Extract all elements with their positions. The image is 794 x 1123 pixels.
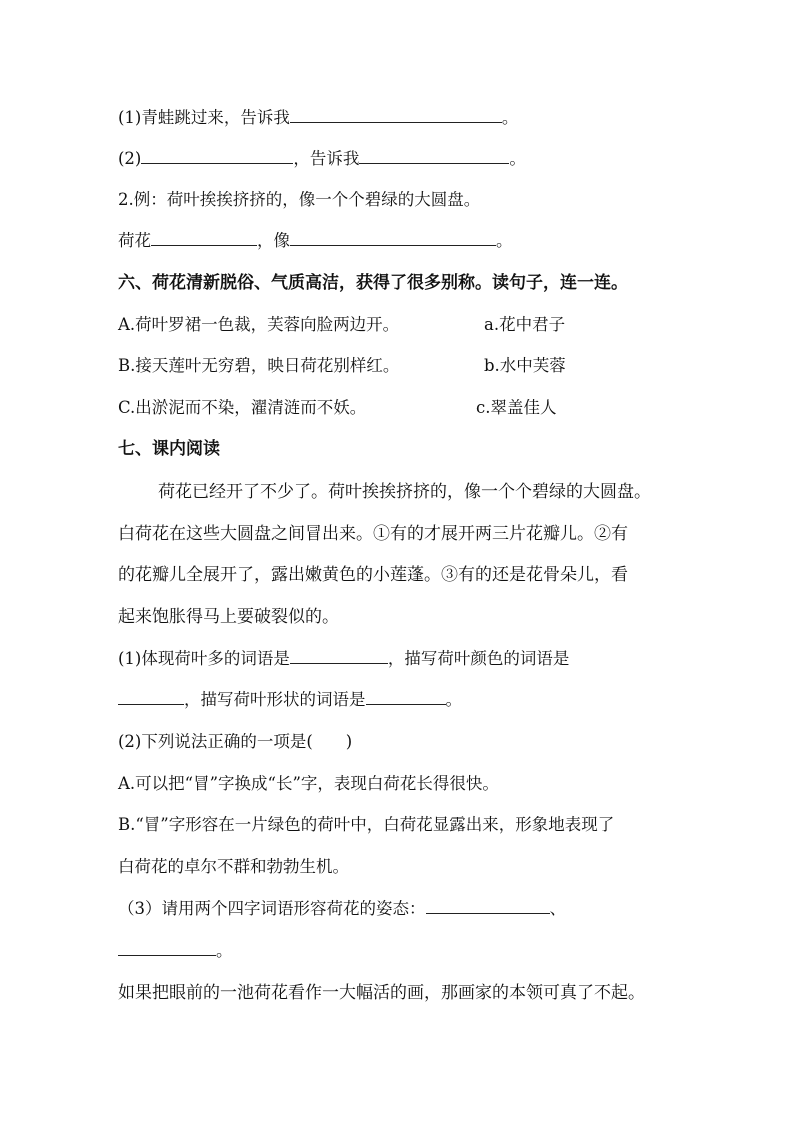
match-right-a[interactable]: a.花中君子: [484, 315, 566, 334]
match-left-a[interactable]: A.荷叶罗裙一色裁，芙蓉向脸两边开。: [118, 315, 400, 334]
q5-line-4-mid: ，像: [257, 231, 290, 250]
answer-blank[interactable]: [151, 230, 257, 246]
q5-line-2-end: 。: [509, 149, 526, 168]
answer-blank[interactable]: [290, 107, 502, 123]
q5-line-4-end: 。: [496, 231, 513, 250]
q5-line-1-end: 。: [501, 108, 519, 127]
answer-blank[interactable]: [118, 689, 184, 705]
answer-blank[interactable]: [141, 148, 293, 164]
answer-blank[interactable]: [426, 898, 550, 914]
question-3-line-2: [118, 940, 233, 962]
match-right-c[interactable]: c.翠盖佳人: [476, 398, 557, 417]
answer-blank[interactable]: [366, 689, 446, 705]
q5-line-4-text: 荷花: [118, 231, 151, 250]
question-3-line-1: [118, 898, 566, 920]
q5-example: 2.例：荷叶挨挨挤挤的，像一个个碧绿的大圆盘。: [118, 190, 481, 209]
answer-blank[interactable]: [359, 148, 509, 164]
question-1-mid: ，描写荷叶颜色的词语是: [387, 649, 570, 668]
question-2: (2)下列说法正确的一项是( ): [118, 732, 353, 751]
q5-line-2-mid: ，告诉我: [293, 149, 360, 168]
answer-blank[interactable]: [118, 940, 216, 956]
passage-line-3: 的花瓣儿全展开了，露出嫩黄色的小莲蓬。③有的还是花骨朵儿，看: [118, 565, 628, 585]
match-left-c[interactable]: C.出淤泥而不染，濯清涟而不妖。: [118, 398, 367, 417]
match-left-b[interactable]: B.接天莲叶无穷碧，映日荷花别样红。: [118, 356, 400, 375]
option-a[interactable]: A.可以把“冒”字换成“长”字，表现白荷花长得很快。: [118, 774, 499, 793]
question-1-line-1: [118, 648, 569, 670]
match-right-b[interactable]: b.水中芙蓉: [484, 356, 566, 375]
q5-line-1: [118, 107, 518, 129]
closing-sentence: 如果把眼前的一池荷花看作一大幅活的画，那画家的本领可真了不起。: [118, 983, 645, 1003]
q5-line-2-text: (2): [118, 149, 142, 168]
section-6-title: 六、荷花清新脱俗、气质高洁，获得了很多别称。读句子，连一连。: [118, 273, 628, 293]
answer-blank[interactable]: [290, 648, 388, 664]
question-1-line-2: [118, 689, 462, 711]
section-7-title: 七、课内阅读: [118, 439, 220, 459]
passage-line-1: 荷花已经开了不少了。荷叶挨挨挤挤的，像一个个碧绿的大圆盘。: [158, 482, 651, 502]
question-3-separator: 、: [549, 899, 566, 918]
passage-line-4: 起来饱胀得马上要破裂似的。: [118, 607, 339, 627]
question-3-end: 。: [216, 941, 233, 960]
question-1-end: 。: [445, 690, 462, 709]
question-1-mid-2: ，描写荷叶形状的词语是: [184, 690, 366, 709]
question-1-text: (1)体现荷叶多的词语是: [118, 649, 290, 668]
option-b-line-1[interactable]: B.“冒”字形容在一片绿色的荷叶中，白荷花显露出来，形象地表现了: [118, 815, 615, 834]
answer-blank[interactable]: [290, 230, 496, 246]
q5-line-2: [118, 148, 526, 170]
question-3-text: （3）请用两个四字词语形容荷花的姿态：: [118, 899, 426, 918]
passage-line-2: 白荷花在这些大圆盘之间冒出来。①有的才展开两三片花瓣儿。②有: [118, 524, 628, 544]
q5-line-1-text: (1)青蛙跳过来，告诉我: [118, 108, 290, 127]
q5-line-4: [118, 230, 513, 252]
option-b-line-2[interactable]: 白荷花的卓尔不群和勃勃生机。: [118, 857, 349, 876]
